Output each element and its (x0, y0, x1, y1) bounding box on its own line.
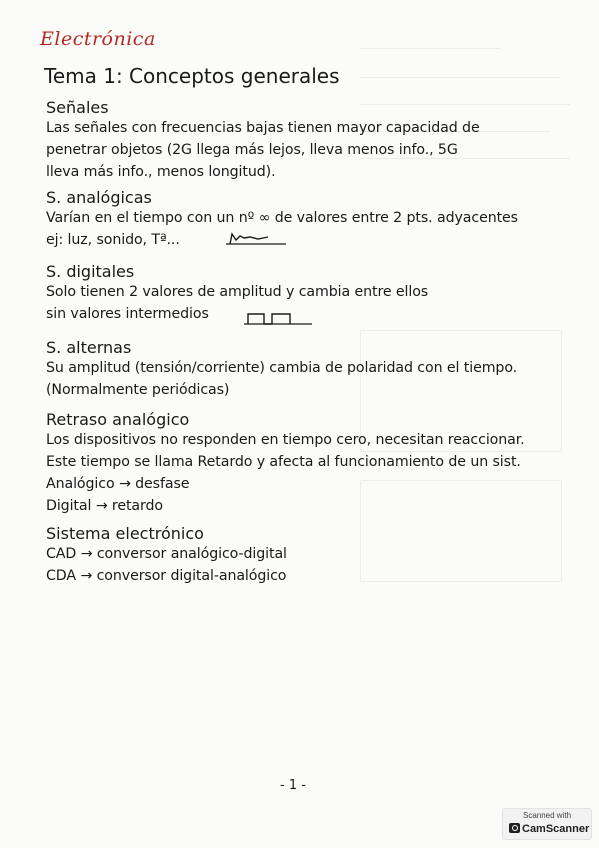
bleed-through (360, 30, 590, 310)
heading-digitales: S. digitales (46, 262, 135, 281)
camscanner-logo-icon (509, 823, 520, 833)
retraso-line-1: Los dispositivos no responden en tiempo cero, necesitan reaccionar. (46, 432, 525, 448)
senales-line-3: lleva más info., menos longitud). (46, 164, 276, 180)
retraso-line-4: Digital → retardo (46, 498, 163, 514)
alternas-line-2: (Normalmente periódicas) (46, 382, 230, 398)
heading-sistema: Sistema electrónico (46, 524, 204, 543)
analog-wave-sketch (224, 228, 288, 250)
watermark-brand: CamScanner (522, 823, 590, 835)
subject-title: Electrónica (40, 28, 156, 50)
bleed-circuit-2 (360, 480, 562, 582)
camscanner-watermark (502, 808, 592, 840)
sistema-line-2: CDA → conversor digital-analógico (46, 568, 287, 584)
digital-wave-sketch (242, 306, 314, 330)
heading-retraso: Retraso analógico (46, 410, 190, 429)
watermark-brand-row (509, 823, 589, 835)
alternas-line-1: Su amplitud (tensión/corriente) cambia de polaridad con el tiempo. (46, 360, 518, 376)
heading-senales: Señales (46, 98, 109, 117)
retraso-line-2: Este tiempo se llama Retardo y afecta al funcionamiento de un sist. (46, 454, 521, 470)
senales-line-1: Las señales con frecuencias bajas tienen mayor capacidad de (46, 120, 480, 136)
page-number: - 1 - (280, 778, 306, 793)
digitales-line-2: sin valores intermedios (46, 306, 209, 322)
analogicas-line-2: ej: luz, sonido, Tª... (46, 232, 180, 248)
digitales-line-1: Solo tienen 2 valores de amplitud y cambia entre ellos (46, 284, 429, 300)
analogicas-line-1: Varían en el tiempo con un nº ∞ de valores entre 2 pts. adyacentes (46, 210, 518, 226)
heading-alternas: S. alternas (46, 338, 132, 357)
senales-line-2: penetrar objetos (2G llega más lejos, lleva menos info., 5G (46, 142, 458, 158)
watermark-top-text: Scanned with (522, 811, 572, 820)
heading-analogicas: S. analógicas (46, 188, 152, 207)
retraso-line-3: Analógico → desfase (46, 476, 190, 492)
tema-title: Tema 1: Conceptos generales (44, 64, 340, 88)
sistema-line-1: CAD → conversor analógico-digital (46, 546, 287, 562)
